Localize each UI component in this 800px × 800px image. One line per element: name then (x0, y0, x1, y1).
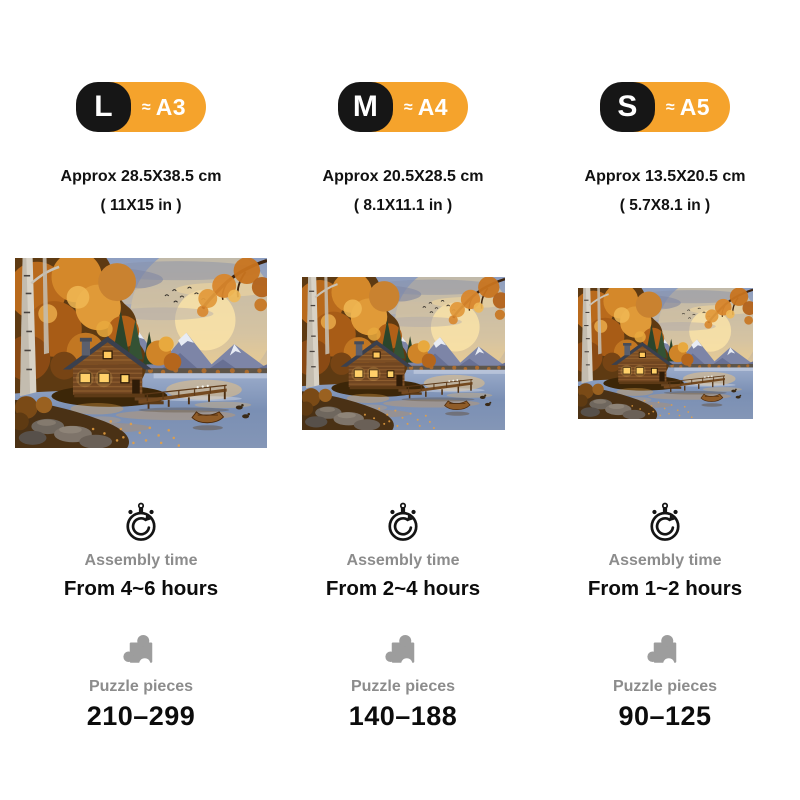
puzzle-artwork-image (302, 277, 505, 430)
dimensions-cm: Approx 13.5X20.5 cm (584, 168, 746, 185)
assembly-time-value: From 4~6 hours (63, 577, 219, 600)
approx-equals-symbol: ≈ (141, 99, 151, 116)
puzzle-pieces-label: Puzzle pieces (612, 678, 718, 695)
puzzle-piece-icon (120, 629, 162, 671)
size-column-m (272, 0, 534, 732)
puzzle-piece-icon (644, 629, 686, 671)
assembly-time-value: From 1~2 hours (587, 577, 743, 600)
size-letter: M (352, 90, 378, 123)
dimensions-cm: Approx 28.5X38.5 cm (60, 168, 222, 185)
stopwatch-icon (380, 499, 426, 545)
dimensions-block (585, 168, 746, 215)
size-badge-s (600, 82, 730, 132)
puzzle-image-area (15, 247, 267, 459)
assembly-time-value: From 2~4 hours (325, 577, 481, 600)
paper-size-label: A3 (155, 93, 187, 120)
puzzle-image-area (578, 247, 753, 459)
size-badge-l (76, 82, 206, 132)
approx-equals-symbol: ≈ (403, 99, 413, 116)
puzzle-artwork-image (578, 288, 753, 419)
size-letter: S (617, 90, 638, 123)
size-letter-badge (76, 82, 131, 132)
paper-size-label: A5 (679, 93, 711, 120)
dimensions-in: ( 5.7X8.1 in ) (619, 197, 711, 214)
puzzle-pieces-value: 210–299 (86, 701, 196, 731)
assembly-time-label: Assembly time (608, 552, 722, 569)
size-column-l (10, 0, 272, 732)
puzzle-pieces-label: Puzzle pieces (88, 678, 194, 695)
size-badge-m (338, 82, 468, 132)
puzzle-pieces-value: 90–125 (618, 701, 712, 731)
dimensions-cm: Approx 20.5X28.5 cm (322, 168, 484, 185)
size-column-s (534, 0, 796, 732)
dimensions-block (61, 168, 222, 215)
puzzle-piece-icon (382, 629, 424, 671)
stopwatch-icon (642, 499, 688, 545)
assembly-time-label: Assembly time (84, 552, 198, 569)
stopwatch-icon (118, 499, 164, 545)
size-letter: L (94, 90, 113, 123)
dimensions-in: ( 11X15 in ) (100, 197, 182, 214)
puzzle-pieces-value: 140–188 (348, 701, 458, 731)
dimensions-in: ( 8.1X11.1 in ) (353, 197, 453, 214)
size-letter-badge (600, 82, 655, 132)
approx-equals-symbol: ≈ (665, 99, 675, 116)
puzzle-pieces-label: Puzzle pieces (350, 678, 456, 695)
puzzle-artwork-image (15, 258, 267, 448)
assembly-time-label: Assembly time (346, 552, 460, 569)
puzzle-image-area (302, 247, 505, 459)
paper-size-label: A4 (417, 93, 449, 120)
size-letter-badge (338, 82, 393, 132)
dimensions-block (323, 168, 484, 215)
